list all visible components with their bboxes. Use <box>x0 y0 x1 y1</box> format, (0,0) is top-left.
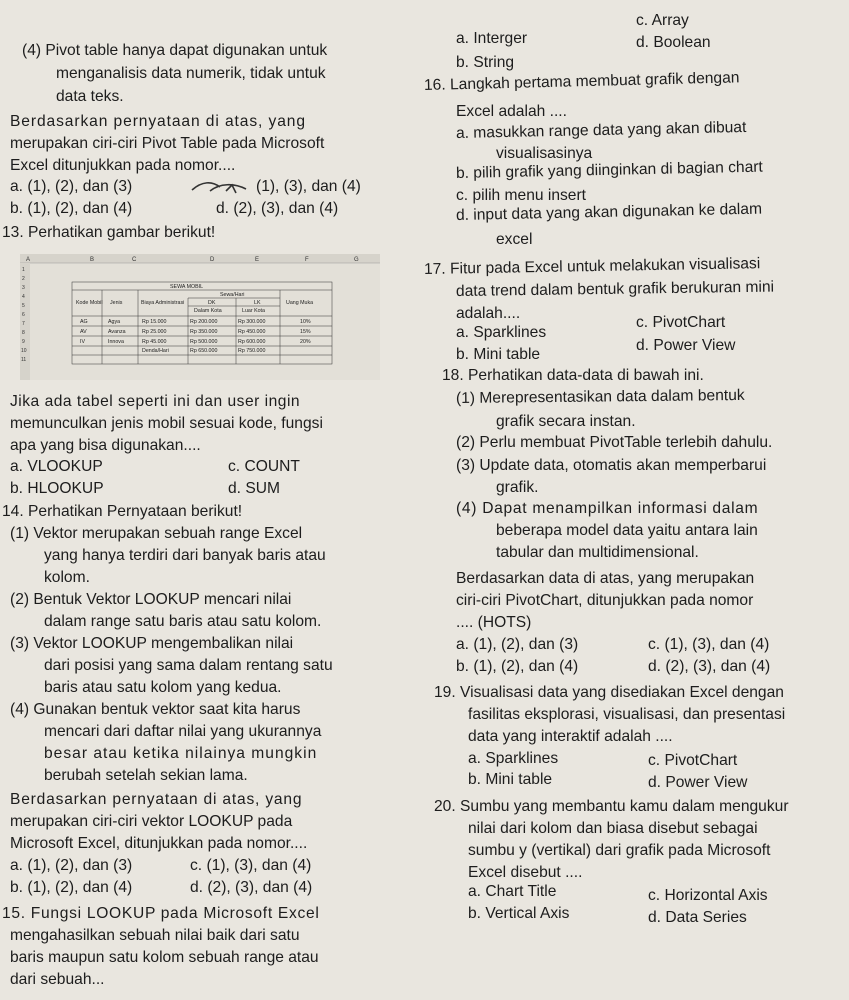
q19-option-a[interactable]: a. Sparklines <box>468 750 559 767</box>
col-header-d: D <box>210 257 215 263</box>
q20-question: 20. Sumbu yang membantu kamu dalam mengukur <box>434 798 789 815</box>
q12-statement-4-cont: data teks. <box>56 88 124 105</box>
handwritten-strike-icon <box>190 177 260 197</box>
q15-question: 15. Fungsi LOOKUP pada Microsoft Excel <box>2 905 320 922</box>
q18-question-cont: ciri-ciri PivotChart, ditunjukkan pada nomor <box>456 592 754 609</box>
col-header-c: C <box>132 257 137 263</box>
sheet-cell: Rp 450.000 <box>238 329 266 335</box>
q17-question-cont: adalah.... <box>456 305 521 322</box>
sheet-cell: AV <box>80 329 87 335</box>
q16-option-c[interactable]: c. pilih menu insert <box>456 187 587 204</box>
q13-option-a[interactable]: a. VLOOKUP <box>10 458 103 475</box>
q14-statement-4-cont: berubah setelah sekian lama. <box>44 767 248 784</box>
q14-option-c[interactable]: c. (1), (3), dan (4) <box>190 857 312 874</box>
q18-option-c[interactable]: c. (1), (3), dan (4) <box>648 636 770 653</box>
q16-question-cont: Excel adalah .... <box>456 103 567 120</box>
q18-statement-4-cont: tabular dan multidimensional. <box>496 544 699 561</box>
q17-option-a[interactable]: a. Sparklines <box>456 324 547 341</box>
sheet-cell: Rp 300.000 <box>238 319 266 325</box>
svg-text:7: 7 <box>22 321 25 327</box>
col-header-a: A <box>26 257 31 263</box>
q19-question-cont: data yang interaktif adalah .... <box>468 728 673 745</box>
svg-text:11: 11 <box>21 357 27 363</box>
q14-statement-3-cont: baris atau satu kolom yang kedua. <box>44 679 282 696</box>
q20-question-cont: sumbu y (vertikal) dari grafik pada Microsoft <box>468 842 771 859</box>
q16-option-b[interactable]: b. pilih grafik yang diinginkan di bagian chart <box>455 158 763 182</box>
q13-option-c[interactable]: c. COUNT <box>228 458 300 475</box>
q14-statement-3: (3) Vektor LOOKUP mengembalikan nilai <box>10 635 294 652</box>
svg-text:5: 5 <box>22 303 25 309</box>
q20-question-cont: nilai dari kolom dan biasa disebut sebagai <box>468 820 758 837</box>
sheet-cell: 15% <box>300 329 311 335</box>
q15-option-c[interactable]: c. Array <box>636 12 689 29</box>
q19-question: 19. Visualisasi data yang disediakan Excel dengan <box>434 684 784 701</box>
sheet-cell: Avanza <box>108 329 126 335</box>
q14-question: Berdasarkan pernyataan di atas, yang <box>10 791 303 808</box>
sheet-cell: 10% <box>300 319 311 325</box>
q15-question-cont: mengahasilkan sebuah nilai baik dari satu <box>10 927 300 944</box>
q16-option-d[interactable]: d. input data yang akan digunakan ke dalam <box>455 200 763 224</box>
q12-question-cont: Excel ditunjukkan pada nomor.... <box>10 157 236 174</box>
q20-question-cont: Excel disebut .... <box>468 864 583 881</box>
svg-text:9: 9 <box>22 339 25 345</box>
sheet-header-lk: LK <box>254 300 261 306</box>
q18-option-a[interactable]: a. (1), (2), dan (3) <box>456 636 579 653</box>
q15-question-cont: baris maupun satu kolom sebuah range atau <box>10 949 319 966</box>
svg-text:2: 2 <box>22 276 25 282</box>
sheet-footer-e: Rp 750.000 <box>238 348 266 354</box>
q17-option-c[interactable]: c. PivotChart <box>636 314 726 331</box>
q13-question-cont: apa yang bisa digunakan.... <box>10 437 201 454</box>
sheet-footer-d: Rp 650.000 <box>190 348 218 354</box>
q18-statement-3-cont: grafik. <box>496 479 539 496</box>
q19-option-d[interactable]: d. Power View <box>648 774 748 791</box>
q20-option-a[interactable]: a. Chart Title <box>468 883 557 900</box>
q17-question: 17. Fitur pada Excel untuk melakukan visualisasi <box>423 255 761 278</box>
q16-option-a-cont: visualisasinya <box>496 145 593 162</box>
q18-statement-2: (2) Perlu membuat PivotTable terlebih dahulu. <box>456 434 773 451</box>
sheet-header-uang: Uang Muka <box>286 300 314 306</box>
q12-option-b[interactable]: b. (1), (2), dan (4) <box>10 200 133 217</box>
q19-option-b[interactable]: b. Mini table <box>468 771 553 788</box>
svg-text:3: 3 <box>22 285 25 291</box>
q14-statement-4-cont: mencari dari daftar nilai yang ukurannya <box>44 723 322 740</box>
q15-option-b[interactable]: b. String <box>456 54 515 71</box>
q14-option-d[interactable]: d. (2), (3), dan (4) <box>190 879 313 896</box>
q19-option-c[interactable]: c. PivotChart <box>648 752 738 769</box>
q12-statement-4: (4) Pivot table hanya dapat digunakan untuk <box>22 42 328 59</box>
col-header-e: E <box>255 257 260 263</box>
q13-question-cont: memunculkan jenis mobil sesuai kode, fungsi <box>10 415 323 432</box>
q18-question-hots: .... (HOTS) <box>456 614 532 631</box>
sheet-header-kode: Kode Mobil <box>76 300 103 306</box>
q13-option-b[interactable]: b. HLOOKUP <box>10 480 104 497</box>
sheet-header-dalam: Dalam Kota <box>194 308 222 314</box>
q18-statement-4: (4) Dapat menampilkan informasi dalam <box>456 500 759 517</box>
q18-statement-1: (1) Merepresentasikan data dalam bentuk <box>455 386 745 407</box>
svg-text:6: 6 <box>22 312 25 318</box>
sheet-footer-label: Denda/Hari <box>142 348 169 354</box>
sheet-header-biaya: Biaya Administrasi <box>141 300 185 306</box>
col-header-g: G <box>354 257 359 263</box>
q14-title: 14. Perhatikan Pernyataan berikut! <box>2 503 243 520</box>
sheet-cell: Rp 500.000 <box>190 339 218 345</box>
q12-option-d[interactable]: d. (2), (3), dan (4) <box>216 200 339 217</box>
spreadsheet-image <box>20 254 380 380</box>
sheet-cell: AG <box>80 319 88 325</box>
q14-question-cont: merupakan ciri-ciri vektor LOOKUP pada <box>10 813 293 830</box>
q14-option-b[interactable]: b. (1), (2), dan (4) <box>10 879 133 896</box>
q15-option-d[interactable]: d. Boolean <box>636 34 711 51</box>
col-header-f: F <box>305 257 309 263</box>
q13-title: 13. Perhatikan gambar berikut! <box>2 224 216 241</box>
q18-statement-4-cont: beberapa model data yaitu antara lain <box>496 522 758 539</box>
q14-statement-4-cont: besar atau ketika nilainya mungkin <box>44 745 318 762</box>
sheet-cell: IV <box>80 339 86 345</box>
sheet-cell: Rp 350.000 <box>190 329 218 335</box>
q14-statement-3-cont: dari posisi yang sama dalam rentang satu <box>44 657 333 674</box>
sheet-cell: Agya <box>108 319 121 325</box>
q14-question-cont: Microsoft Excel, ditunjukkan pada nomor.... <box>10 835 308 852</box>
q14-statement-4: (4) Gunakan bentuk vektor saat kita harus <box>10 701 301 718</box>
svg-text:10: 10 <box>21 348 27 354</box>
q17-question-cont: data trend dalam bentuk grafik berukuran mini <box>455 278 775 300</box>
sheet-cell: Rp 25.000 <box>142 329 167 335</box>
q17-option-b[interactable]: b. Mini table <box>456 346 541 363</box>
sheet-header-jenis: Jenis <box>110 300 123 306</box>
q13-question: Jika ada tabel seperti ini dan user ingin <box>10 393 301 410</box>
q16-option-a[interactable]: a. masukkan range data yang akan dibuat <box>455 118 747 142</box>
sheet-cell: Rp 600.000 <box>238 339 266 345</box>
q18-statement-3: (3) Update data, otomatis akan memperbarui <box>456 457 767 474</box>
svg-text:4: 4 <box>22 294 25 300</box>
q17-option-d[interactable]: d. Power View <box>636 337 736 354</box>
q14-statement-2-cont: dalam range satu baris atau satu kolom. <box>44 613 322 630</box>
sheet-header-dk: DK <box>208 300 216 306</box>
q15-option-a[interactable]: a. Interger <box>456 30 528 47</box>
q14-statement-2: (2) Bentuk Vektor LOOKUP mencari nilai <box>10 591 292 608</box>
q18-option-b[interactable]: b. (1), (2), dan (4) <box>456 658 579 675</box>
sheet-cell: 20% <box>300 339 311 345</box>
sheet-cell: Innova <box>108 339 124 345</box>
q15-question-cont: dari sebuah... <box>10 971 105 988</box>
sheet-header-luar: Luar Kota <box>242 308 265 314</box>
svg-text:1: 1 <box>22 267 25 273</box>
q20-option-b[interactable]: b. Vertical Axis <box>468 905 570 922</box>
q18-question: Berdasarkan data di atas, yang merupakan <box>456 570 755 587</box>
sheet-cell: Rp 45.000 <box>142 339 167 345</box>
q18-title: 18. Perhatikan data-data di bawah ini. <box>442 367 704 384</box>
q18-option-d[interactable]: d. (2), (3), dan (4) <box>648 658 771 675</box>
sheet-cell: Rp 200.000 <box>190 319 218 325</box>
q16-option-d-cont: excel <box>496 231 533 248</box>
q14-statement-1-cont: kolom. <box>44 569 90 586</box>
q13-option-d[interactable]: d. SUM <box>228 480 280 497</box>
q12-option-a[interactable]: a. (1), (2), dan (3) <box>10 178 133 195</box>
sheet-title: SEWA MOBIL <box>170 284 204 290</box>
q19-question-cont: fasilitas eksplorasi, visualisasi, dan presentasi <box>468 706 786 723</box>
q14-option-a[interactable]: a. (1), (2), dan (3) <box>10 857 133 874</box>
q12-question: Berdasarkan pernyataan di atas, yang <box>10 113 306 130</box>
q12-option-c[interactable]: (1), (3), dan (4) <box>256 178 361 195</box>
col-header-b: B <box>90 257 95 263</box>
q12-statement-4-cont: menganalisis data numerik, tidak untuk <box>56 65 326 82</box>
q16-question: 16. Langkah pertama membuat grafik dengan <box>423 69 740 94</box>
sheet-cell: Rp 15.000 <box>142 319 167 325</box>
svg-text:8: 8 <box>22 330 25 336</box>
q14-statement-1-cont: yang hanya terdiri dari banyak baris atau <box>44 547 326 564</box>
q20-option-c[interactable]: c. Horizontal Axis <box>648 887 768 904</box>
q14-statement-1: (1) Vektor merupakan sebuah range Excel <box>10 525 303 542</box>
q20-option-d[interactable]: d. Data Series <box>648 909 747 926</box>
q18-statement-1-cont: grafik secara instan. <box>496 413 636 430</box>
q12-question-cont: merupakan ciri-ciri Pivot Table pada Microsoft <box>10 135 325 152</box>
sheet-header-sewa: Sewa/Hari <box>220 292 245 298</box>
